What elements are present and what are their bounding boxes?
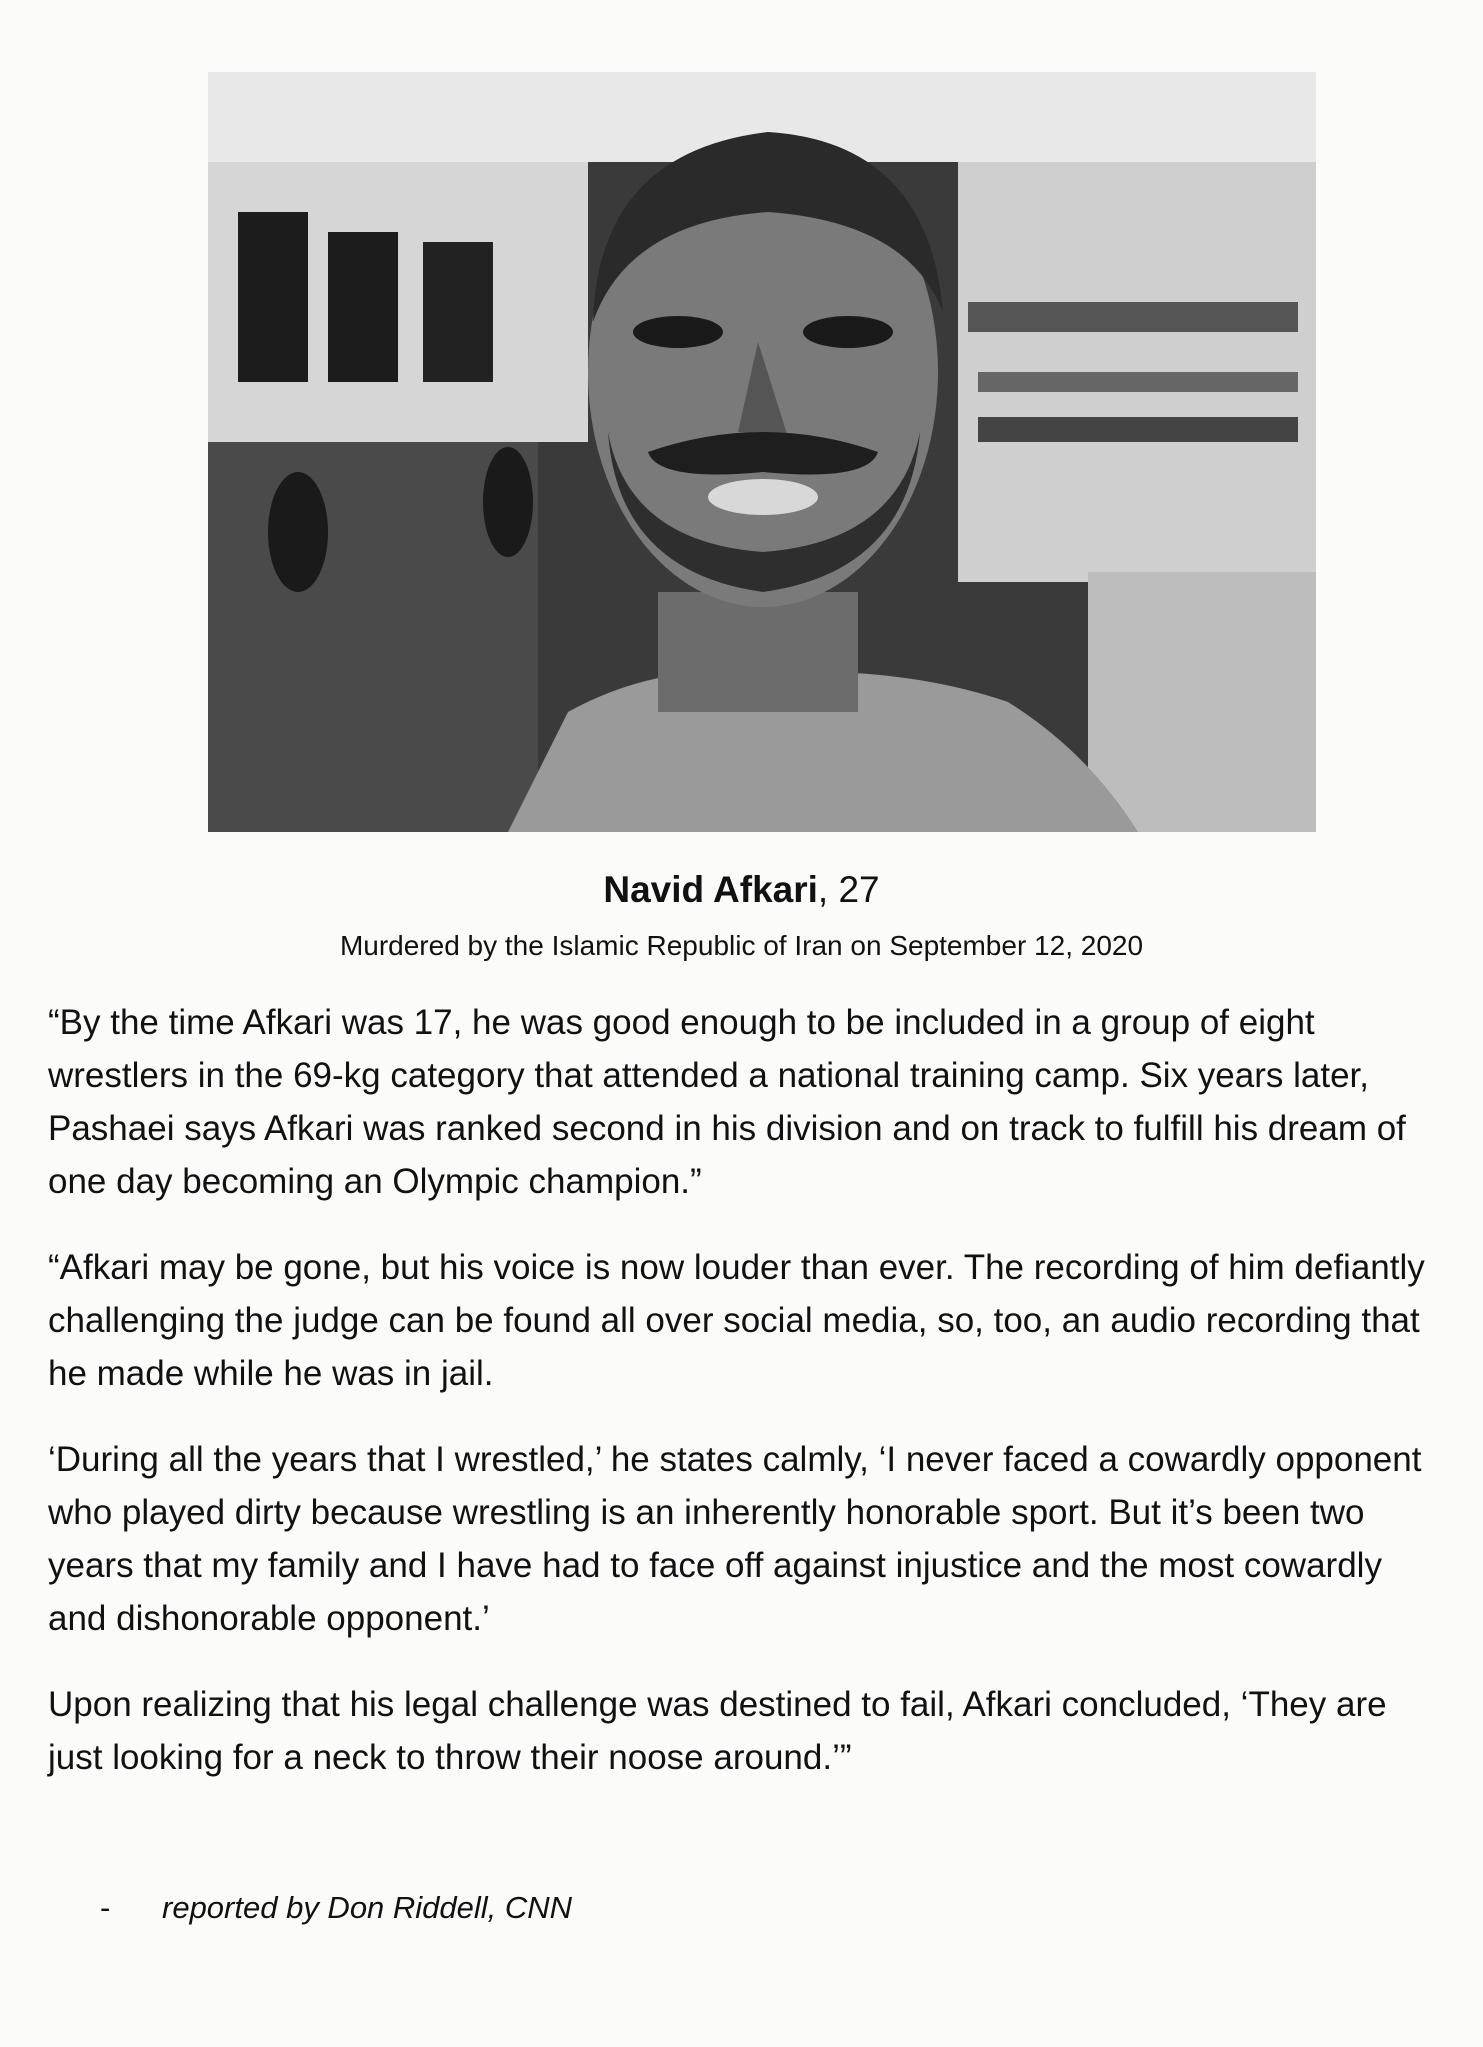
person-name-heading	[0, 868, 1483, 912]
person-name: Navid Afkari	[603, 869, 818, 910]
paragraph-2: “Afkari may be gone, but his voice is now louder than ever. The recording of him defiantly challenging the judge can be found all over social media, so, too, an audio recording that he made while he was in jail.	[48, 1248, 1425, 1393]
byline	[100, 1888, 572, 1928]
article-body	[48, 996, 1448, 1817]
subtitle: Murdered by the Islamic Republic of Iran on September 12, 2020	[339, 930, 1144, 961]
portrait-photo	[208, 72, 1316, 832]
byline-text: reported by Don Riddell, CNN	[162, 1890, 573, 1925]
byline-dash: -	[100, 1890, 111, 1925]
paragraph-3: ‘During all the years that I wrestled,’ he states calmly, ‘I never faced a cowardly opponent who played dirty because wrestling is an inherently honorable sport. But it’s been two years that my family and I have had to face off against injustice and the most cowardly and dishonorable opponent.’	[48, 1440, 1422, 1638]
paragraph-4: Upon realizing that his legal challenge was destined to fail, Afkari concluded, ‘They are just looking for a neck to throw their noose around.’”	[48, 1685, 1387, 1777]
person-age: , 27	[817, 869, 880, 910]
paragraph-1: “By the time Afkari was 17, he was good enough to be included in a group of eight wrestlers in the 69-kg category that attended a national training camp. Six years later, Pashaei says Afkari was ranked second in his division and on track to fulfill his dream of one day becoming an Olympic champion.”	[48, 1003, 1406, 1201]
portrait-image	[208, 72, 1316, 832]
